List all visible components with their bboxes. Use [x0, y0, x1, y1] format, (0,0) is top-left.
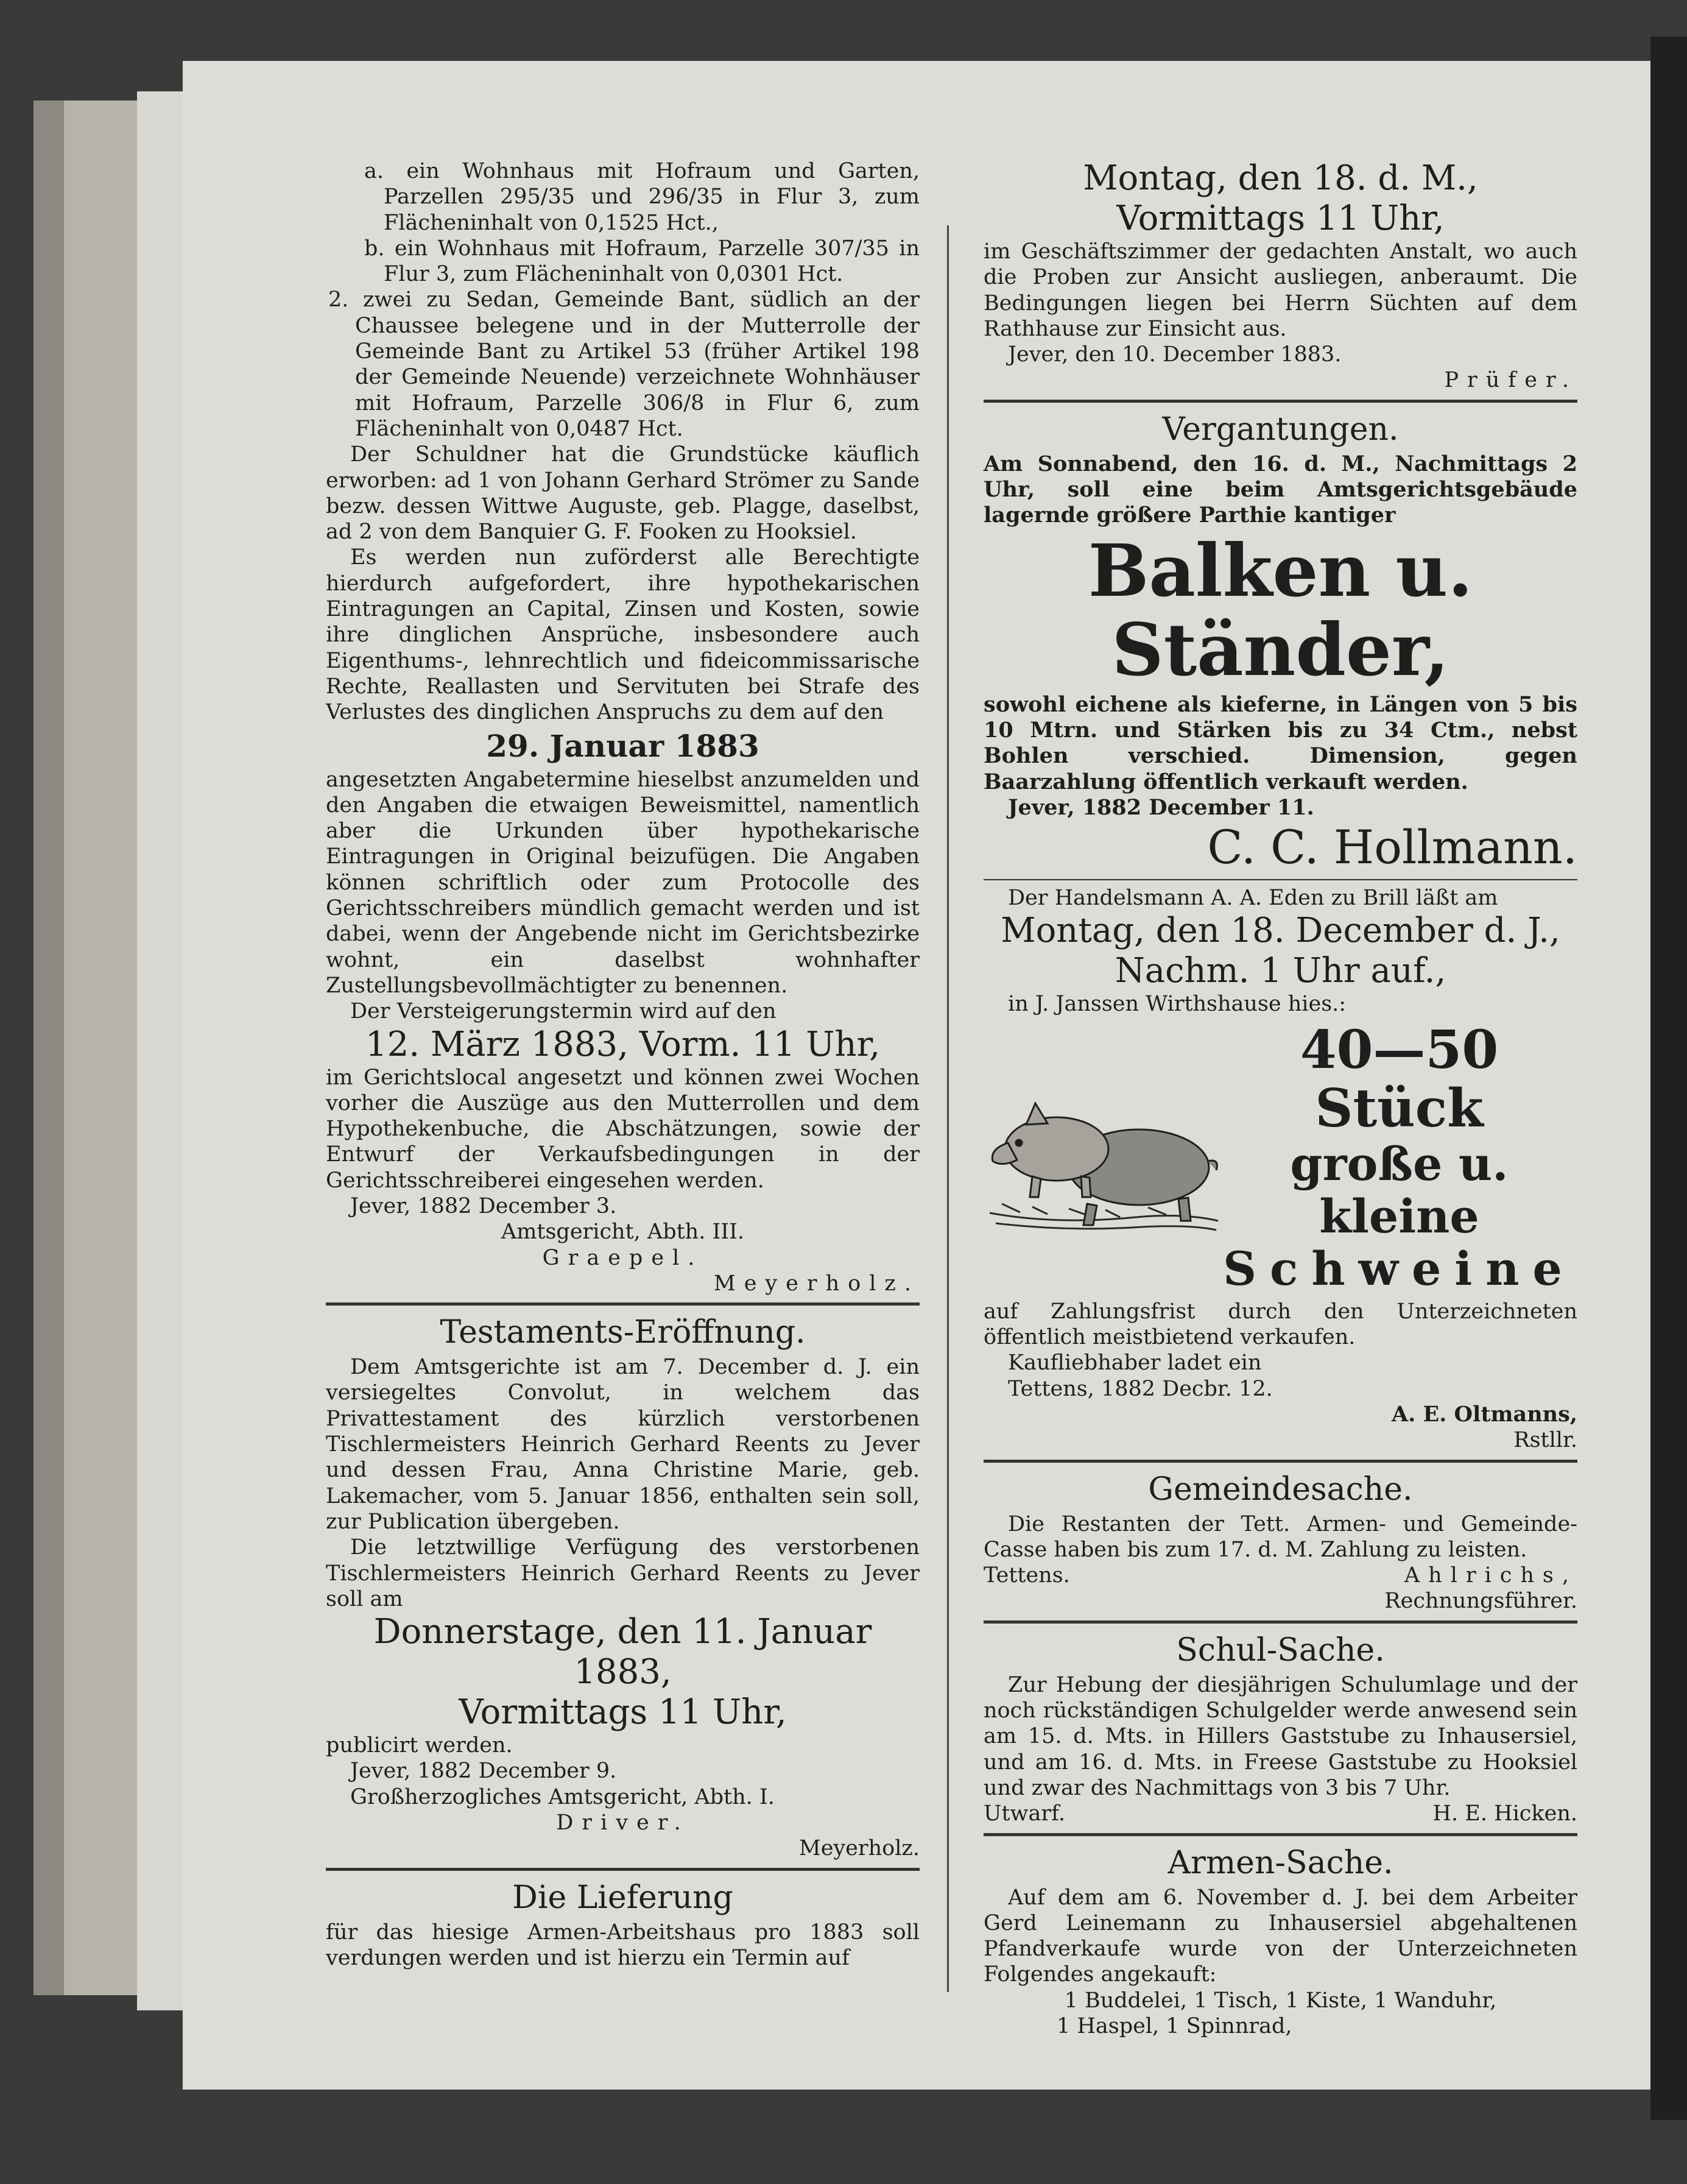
signature: Graepel.: [542, 1245, 703, 1270]
advert-headline: Balken u. Ständer,: [1088, 528, 1473, 692]
section-rule: [984, 400, 1577, 403]
list-item: a. ein Wohnhaus mit Hofraum und Garten, Parzellen 295/35 und 296/35 in Flur 3, zum Flächeninhalt von 0,1525 Hct.,: [364, 159, 920, 235]
place-date: Jever, den 10. December 1883.: [1008, 342, 1342, 367]
list-item: 1 Buddelei, 1 Tisch, 1 Kiste, 1 Wanduhr,: [1064, 1988, 1497, 2013]
signature: Ahlrichs,: [1404, 1563, 1577, 1588]
paragraph: auf Zahlungsfrist durch den Unterzeichneten öffentlich meistbietend verkaufen.: [984, 1299, 1577, 1350]
advert-headline: große u. kleine: [1290, 1136, 1509, 1243]
date-heading: Nachm. 1 Uhr auf.,: [1115, 951, 1446, 991]
advert-headline: 40—50 Stück: [1300, 1019, 1499, 1139]
column-divider: [947, 225, 949, 1992]
date-heading: Vormittags 11 Uhr,: [1116, 199, 1445, 238]
date-heading: Vormittags 11 Uhr,: [459, 1692, 787, 1733]
paragraph: Dem Amtsgerichte ist am 7. December d. J. ein versiegeltes Convolut, in welchem das Privattestament des kürzlich verstorbenen Tischlermeisters Heinrich Gerhard Reents zu Jever und dessen Frau, Anna Christine Marie, geb. Lakemacher, vom 5. Januar 1856, enthalten sein soll, zur Publication übergeben.: [326, 1355, 920, 1534]
section-heading: Schul-Sache.: [1176, 1631, 1385, 1669]
paragraph: publicirt werden.: [326, 1733, 513, 1758]
pig-advert: [984, 1021, 1577, 1295]
paragraph: Die letztwillige Verfügung des verstorbenen Tischlermeisters Heinrich Gerhard Reents zu Jever soll am: [326, 1535, 920, 1611]
signature: A. E. Oltmanns,: [1391, 1401, 1577, 1427]
paragraph: im Gerichtslocal angesetzt und können zwei Wochen vorher die Auszüge aus den Mutterrollen und dem Hypothekenbuche, die Abschätzungen, sowie der Entwurf der Verkaufsbedingungen in der Gerichtsschreiberei eingesehen werden.: [326, 1065, 920, 1193]
book-left-edge: [33, 101, 149, 1995]
facing-page-edge: [1650, 37, 1687, 2120]
paragraph: Zur Hebung der diesjährigen Schulumlage und der noch rückständigen Schulgelder werde anwesend sein am 15. d. Mts. in Hillers Gaststube zu Inhausersiel, und am 16. d. Mts. in Freese Gaststube zu Hooksiel und zwar des Nachmittags von 3 bis 7 Uhr.: [984, 1672, 1577, 1800]
paragraph: Der Versteigerungstermin wird auf den: [350, 999, 777, 1024]
place-date: Tettens, 1882 Decbr. 12.: [1008, 1376, 1273, 1401]
page-stack-edge: [137, 91, 189, 2010]
place-date: Jever, 1882 December 9.: [350, 1759, 617, 1784]
section-rule: [984, 1460, 1577, 1463]
section-rule: [984, 1833, 1577, 1836]
section-heading: Die Lieferung: [512, 1879, 733, 1916]
paragraph: Am Sonnabend, den 16. d. M., Nachmittags 2 Uhr, soll eine beim Amtsgerichtsgebäude lagernde größere Parthie kantiger: [984, 451, 1577, 528]
list-item: b. ein Wohnhaus mit Hofraum, Parzelle 307/35 in Flur 3, zum Flächeninhalt von 0,0301 Hct.: [364, 236, 920, 287]
signer-title: Rechnungsführer.: [1384, 1589, 1577, 1614]
court-name: Amtsgericht, Abth. III.: [501, 1220, 745, 1245]
signature-row: [984, 1801, 1577, 1826]
section-heading: Gemeindesache.: [1148, 1471, 1413, 1508]
date-heading: Montag, den 18. d. M.,: [1083, 158, 1478, 198]
paragraph: Es werden nun zuförderst alle Berechtigte hierdurch aufgefordert, ihre hypothekarischen Eintragungen an Capital, Zinsen und Kosten, sowie ihre dinglichen Ansprüche, insbesondere auch Eigenthums-, lehnrechtlich und fideicommissarische Rechte, Reallasten und Servituten bei Strafe des Verlustes des dinglichen Anspruchs zu dem auf den: [326, 545, 920, 725]
date-heading: 29. Januar 1883: [486, 727, 759, 764]
right-column: [984, 158, 1577, 2039]
paragraph: sowohl eichene als kieferne, in Längen von 5 bis 10 Mtrn. und Stärken bis zu 34 Ctm., nebst Bohlen verschied. Dimension, gegen Baarzahlung öffentlich verkauft werden.: [984, 691, 1577, 794]
paragraph: Kaufliebhaber ladet ein: [1008, 1351, 1262, 1376]
left-column: [326, 158, 920, 1971]
advert-headline: Schweine: [1223, 1241, 1576, 1296]
paragraph: im Geschäftszimmer der gedachten Anstalt, wo auch die Proben zur Ansicht ausliegen, anberaumt. Die Bedingungen liegen bei Herrn Süchten auf dem Rathhause zur Einsicht aus.: [984, 239, 1577, 341]
section-rule: [326, 1868, 920, 1871]
clerk-signature: Meyerholz.: [798, 1836, 920, 1861]
section-heading: Vergantungen.: [1162, 411, 1399, 448]
pig-advert-text: [1221, 1021, 1577, 1295]
place-name: Tettens.: [984, 1563, 1070, 1588]
place-name: Utwarf.: [984, 1801, 1065, 1826]
clerk-signature: Meyerholz.: [713, 1271, 920, 1296]
signature-row: [984, 1563, 1577, 1588]
list-item: 2. zwei zu Sedan, Gemeinde Bant, südlich an der Chaussee belegene und in der Mutterrolle der Gemeinde Bant zu Artikel 53 (früher Artikel 198 der Gemeinde Neuende) verzeichnete Wohnhäuser mit Hofraum, Parzelle 306/8 in Flur 6, zum Flächeninhalt von 0,0487 Hct.: [328, 288, 920, 441]
paragraph: Auf dem am 6. November d. J. bei dem Arbeiter Gerd Leinemann zu Inhausersiel abgehaltenen Pfandverkaufe wurde von der Unterzeichneten Folgendes angekauft:: [984, 1885, 1577, 1987]
signature: Driver.: [556, 1811, 689, 1836]
section-rule: [984, 1620, 1577, 1624]
signature: C. C. Hollmann.: [1207, 820, 1577, 875]
place-date: Jever, 1882 December 3.: [350, 1193, 617, 1218]
date-heading: 12. März 1883, Vorm. 11 Uhr,: [365, 1024, 880, 1064]
section-rule: [326, 1302, 920, 1306]
paragraph: für das hiesige Armen-Arbeitshaus pro 1883 soll verdungen werden und ist hierzu ein Termin auf: [326, 1920, 920, 1970]
paragraph: Der Handelsmann A. A. Eden zu Brill läßt am: [1008, 886, 1498, 911]
date-heading: Donnerstage, den 11. Januar 1883,: [373, 1612, 872, 1692]
paragraph: Die Restanten der Tett. Armen- und Gemeinde-Casse haben bis zum 17. d. M. Zahlung zu leisten.: [984, 1511, 1577, 1562]
paragraph: in J. Janssen Wirthshause hies.:: [1008, 992, 1347, 1017]
section-rule: [984, 879, 1577, 880]
list-item: 1 Haspel, 1 Spinnrad,: [1057, 2013, 1292, 2038]
signer-title: Rstllr.: [1513, 1428, 1577, 1453]
section-heading: Armen-Sache.: [1168, 1844, 1393, 1881]
paragraph: Der Schuldner hat die Grundstücke käuflich erworben: ad 1 von Johann Gerhard Strömer zu Sande bezw. dessen Wittwe Auguste, geb. Plagge, daselbst, ad 2 von dem Banquier G. F. Fooken zu Hooksiel.: [326, 442, 920, 545]
place-date: Jever, 1882 December 11.: [1008, 794, 1314, 820]
court-name: Großherzogliches Amtsgericht, Abth. I.: [350, 1784, 775, 1809]
date-heading: Montag, den 18. December d. J.,: [1001, 911, 1560, 951]
signature: Prüfer.: [1444, 368, 1577, 393]
section-heading: Testaments-Eröffnung.: [440, 1314, 806, 1351]
signature: H. E. Hicken.: [1432, 1801, 1577, 1826]
paragraph: angesetzten Angabetermine hieselbst anzumelden und den Angaben die etwaigen Beweismittel, namentlich aber die Urkunden über hypothekarische Eintragungen in Original beizufügen. Die Angaben können schriftlich oder zum Protocolle des Gerichtsschreibers mündlich gemacht werden und ist dabei, wenn der Angebende nicht im Gerichtsbezirke wohnt, ein daselbst wohnhafter Zustellungsbevollmächtigter zu benennen.: [326, 767, 920, 998]
pig-illustration: [984, 1082, 1221, 1234]
